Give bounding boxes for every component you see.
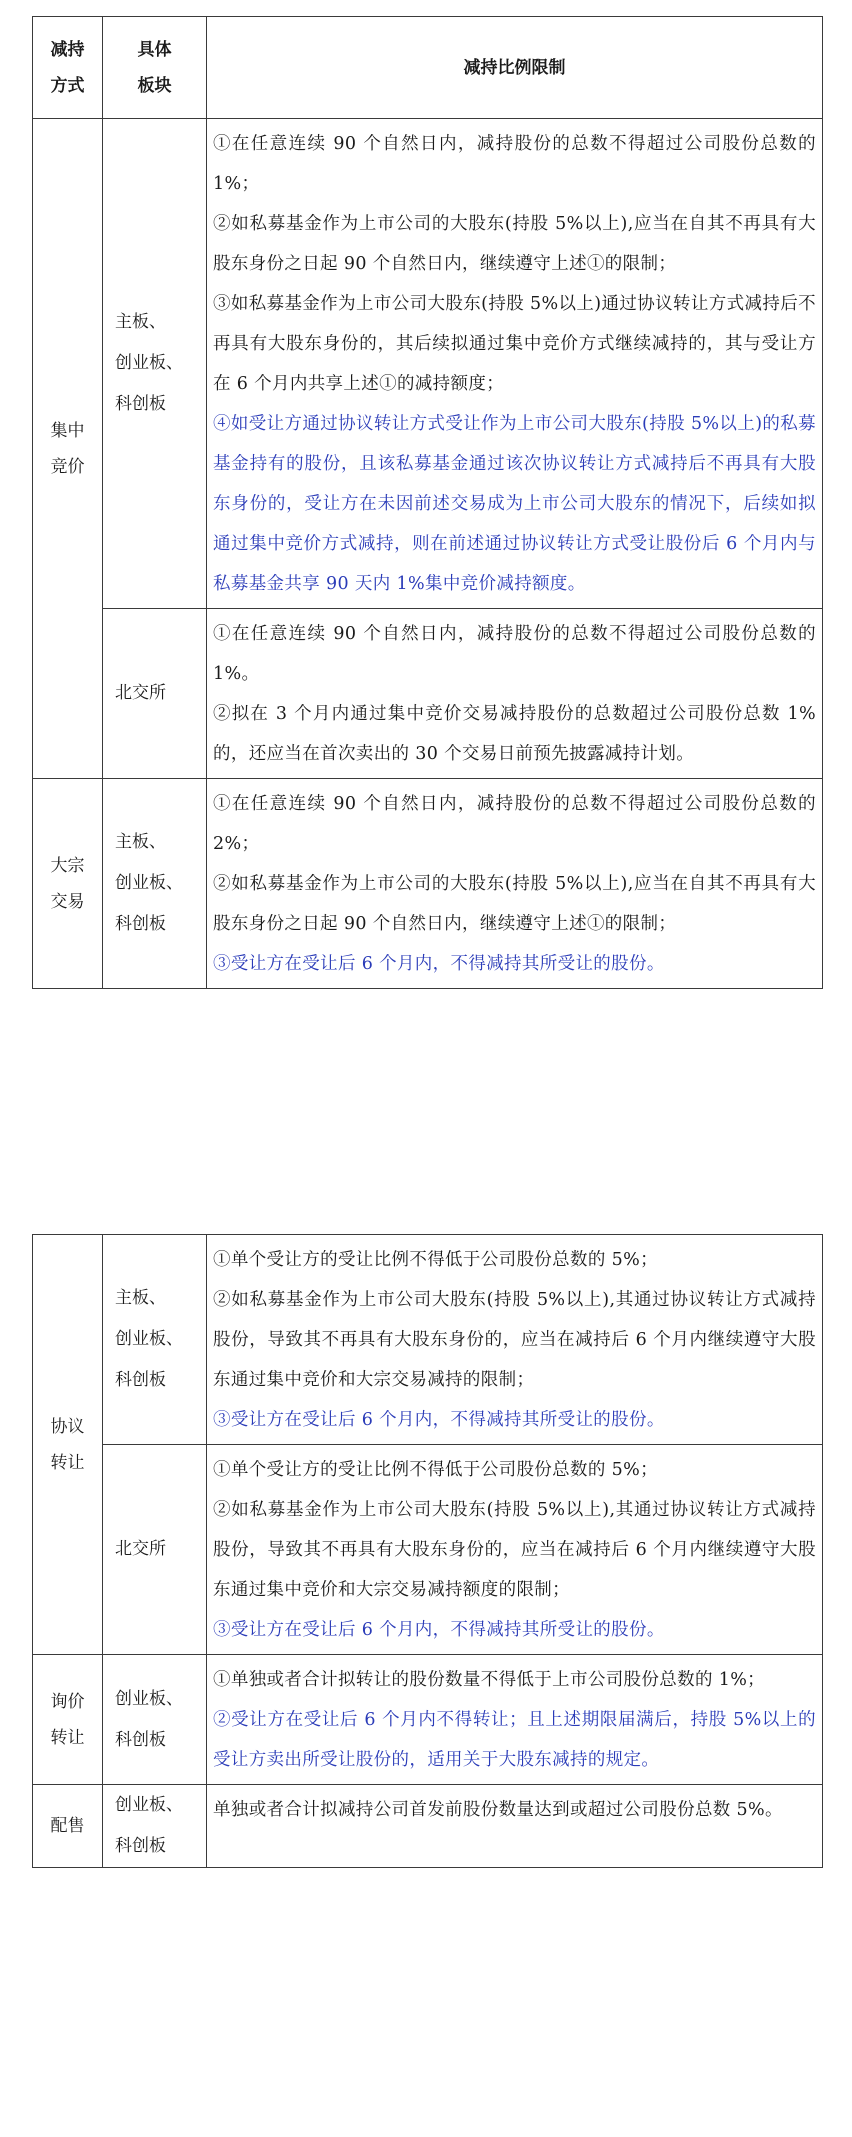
sector-label-line: 科创板 — [115, 1370, 166, 1390]
sector-label-line: 主板、 — [115, 832, 166, 852]
rule-text: ②拟在 3 个月内通过集中竞价交易减持股份的总数超过公司股份总数 1%的，还应当在首次卖出的 30 个交易日前预先披露减持计划。 — [213, 704, 816, 764]
rule-text-highlighted: ②受让方在受让后 6 个月内不得转让；且上述期限届满后，持股 5%以上的受让方卖出所受让股份的，适用关于大股东减持的规定。 — [213, 1710, 816, 1770]
rule-text-highlighted: ③受让方在受让后 6 个月内，不得减持其所受让的股份。 — [213, 954, 665, 974]
method-cell — [33, 1785, 103, 1868]
rule-text: ②如私募基金作为上市公司大股东(持股 5%以上),其通过协议转让方式减持股份，导致其不再具有大股东身份的，应当在减持后 6 个月内继续遵守大股东通过集中竞价和大宗交易减持额度的限制； — [213, 1500, 816, 1600]
rule-text: ②如私募基金作为上市公司大股东(持股 5%以上),其通过协议转让方式减持股份，导致其不再具有大股东身份的，应当在减持后 6 个月内继续遵守大股东通过集中竞价和大宗交易减持的限制； — [213, 1290, 816, 1390]
rule-text: ①单个受让方的受让比例不得低于公司股份总数的 5%； — [213, 1250, 658, 1270]
method-label-line: 转让 — [50, 1727, 85, 1748]
rule-text-highlighted: ③受让方在受让后 6 个月内，不得减持其所受让的股份。 — [213, 1620, 665, 1640]
header-sector-line: 具体 — [137, 39, 172, 60]
sector-label-line: 科创板 — [115, 1729, 166, 1750]
rule-text: ①在任意连续 90 个自然日内，减持股份的总数不得超过公司股份总数的 2%； — [213, 794, 816, 854]
rule-text-highlighted: ③受让方在受让后 6 个月内，不得减持其所受让的股份。 — [213, 1410, 665, 1430]
rule-text: ②如私募基金作为上市公司的大股东(持股 5%以上),应当在自其不再具有大股东身份之日起 90 个自然日内，继续遵守上述①的限制； — [213, 874, 816, 934]
rule-text-highlighted: ④如受让方通过协议转让方式受让作为上市公司大股东(持股 5%以上)的私募基金持有的股份，且该私募基金通过该次协议转让方式减持后不再具有大股东身份的，受让方在未因前述交易成为上市公司大股东的情况下，后续如拟通过集中竞价方式减持，则在前述通过协议转让方式受让股份后 6 个月内与私募基金共享 90 天内 1%集中竞价减持额度。 — [213, 414, 816, 594]
rule-text: ②如私募基金作为上市公司的大股东(持股 5%以上),应当在自其不再具有大股东身份之日起 90 个自然日内，继续遵守上述①的限制； — [213, 214, 816, 274]
sector-label-line: 创业板、 — [115, 353, 183, 373]
sector-label-line: 科创板 — [115, 1836, 166, 1856]
method-cell — [33, 779, 103, 989]
table-row — [33, 1655, 823, 1785]
sector-label-line: 创业板、 — [115, 1688, 183, 1709]
header-method-line: 方式 — [50, 75, 85, 96]
rules-cell — [207, 1655, 823, 1785]
header-limit-cell — [207, 17, 823, 119]
method-cell — [33, 119, 103, 779]
table-row — [33, 1445, 823, 1655]
sector-label-line: 北交所 — [115, 1539, 166, 1559]
rules-cell — [207, 1785, 823, 1868]
reduction-rules-table-1 — [32, 16, 823, 989]
method-label-line: 询价 — [50, 1691, 85, 1712]
sector-label-line: 北交所 — [115, 683, 166, 703]
rule-text: ①在任意连续 90 个自然日内，减持股份的总数不得超过公司股份总数的 1%； — [213, 134, 816, 194]
sector-label-line: 科创板 — [115, 394, 166, 414]
sector-cell — [103, 119, 207, 609]
sector-label-line: 创业板、 — [115, 873, 183, 893]
rules-cell — [207, 119, 823, 609]
sector-cell — [103, 779, 207, 989]
header-sector-line: 板块 — [137, 75, 172, 96]
sector-label-line: 创业板、 — [115, 1329, 183, 1349]
sector-cell — [103, 1655, 207, 1785]
sector-cell — [103, 609, 207, 779]
sector-cell — [103, 1785, 207, 1868]
table-row — [33, 779, 823, 989]
rule-text: 单独或者合计拟减持公司首发前股份数量达到或超过公司股份总数 5%。 — [213, 1800, 783, 1820]
method-label-line: 集中 — [50, 420, 85, 441]
reduction-rules-table-2 — [32, 1234, 823, 1868]
sector-cell — [103, 1445, 207, 1655]
rules-cell — [207, 609, 823, 779]
method-label-line: 转让 — [50, 1452, 85, 1473]
header-limit-label: 减持比例限制 — [463, 57, 566, 78]
method-label-line: 交易 — [50, 891, 85, 912]
sector-label-line: 主板、 — [115, 1288, 166, 1308]
sector-label-line: 创业板、 — [115, 1795, 183, 1815]
rule-text: ①单独或者合计拟转让的股份数量不得低于上市公司股份总数的 1%； — [213, 1670, 766, 1690]
method-label-line: 配售 — [50, 1816, 85, 1836]
table-header-row — [33, 17, 823, 119]
table-row — [33, 1785, 823, 1868]
header-method-cell — [33, 17, 103, 119]
table-row — [33, 119, 823, 609]
rule-text: ③如私募基金作为上市公司大股东(持股 5%以上)通过协议转让方式减持后不再具有大股东身份的，其后续拟通过集中竞价方式继续减持的，其与受让方在 6 个月内共享上述①的减持额度； — [213, 294, 816, 394]
method-label-line: 竞价 — [50, 456, 85, 477]
header-method-line: 减持 — [50, 39, 85, 60]
header-sector-cell — [103, 17, 207, 119]
rule-text: ①在任意连续 90 个自然日内，减持股份的总数不得超过公司股份总数的 1%。 — [213, 624, 816, 684]
method-label-line: 大宗 — [50, 855, 85, 876]
sector-label-line: 科创板 — [115, 914, 166, 934]
rule-text: ①单个受让方的受让比例不得低于公司股份总数的 5%； — [213, 1460, 658, 1480]
rules-cell — [207, 779, 823, 989]
method-label-line: 协议 — [50, 1416, 85, 1437]
sector-label-line: 主板、 — [115, 312, 166, 332]
rules-cell — [207, 1235, 823, 1445]
table-row — [33, 1235, 823, 1445]
table-row — [33, 609, 823, 779]
sector-cell — [103, 1235, 207, 1445]
rules-cell — [207, 1445, 823, 1655]
method-cell — [33, 1235, 103, 1655]
method-cell — [33, 1655, 103, 1785]
